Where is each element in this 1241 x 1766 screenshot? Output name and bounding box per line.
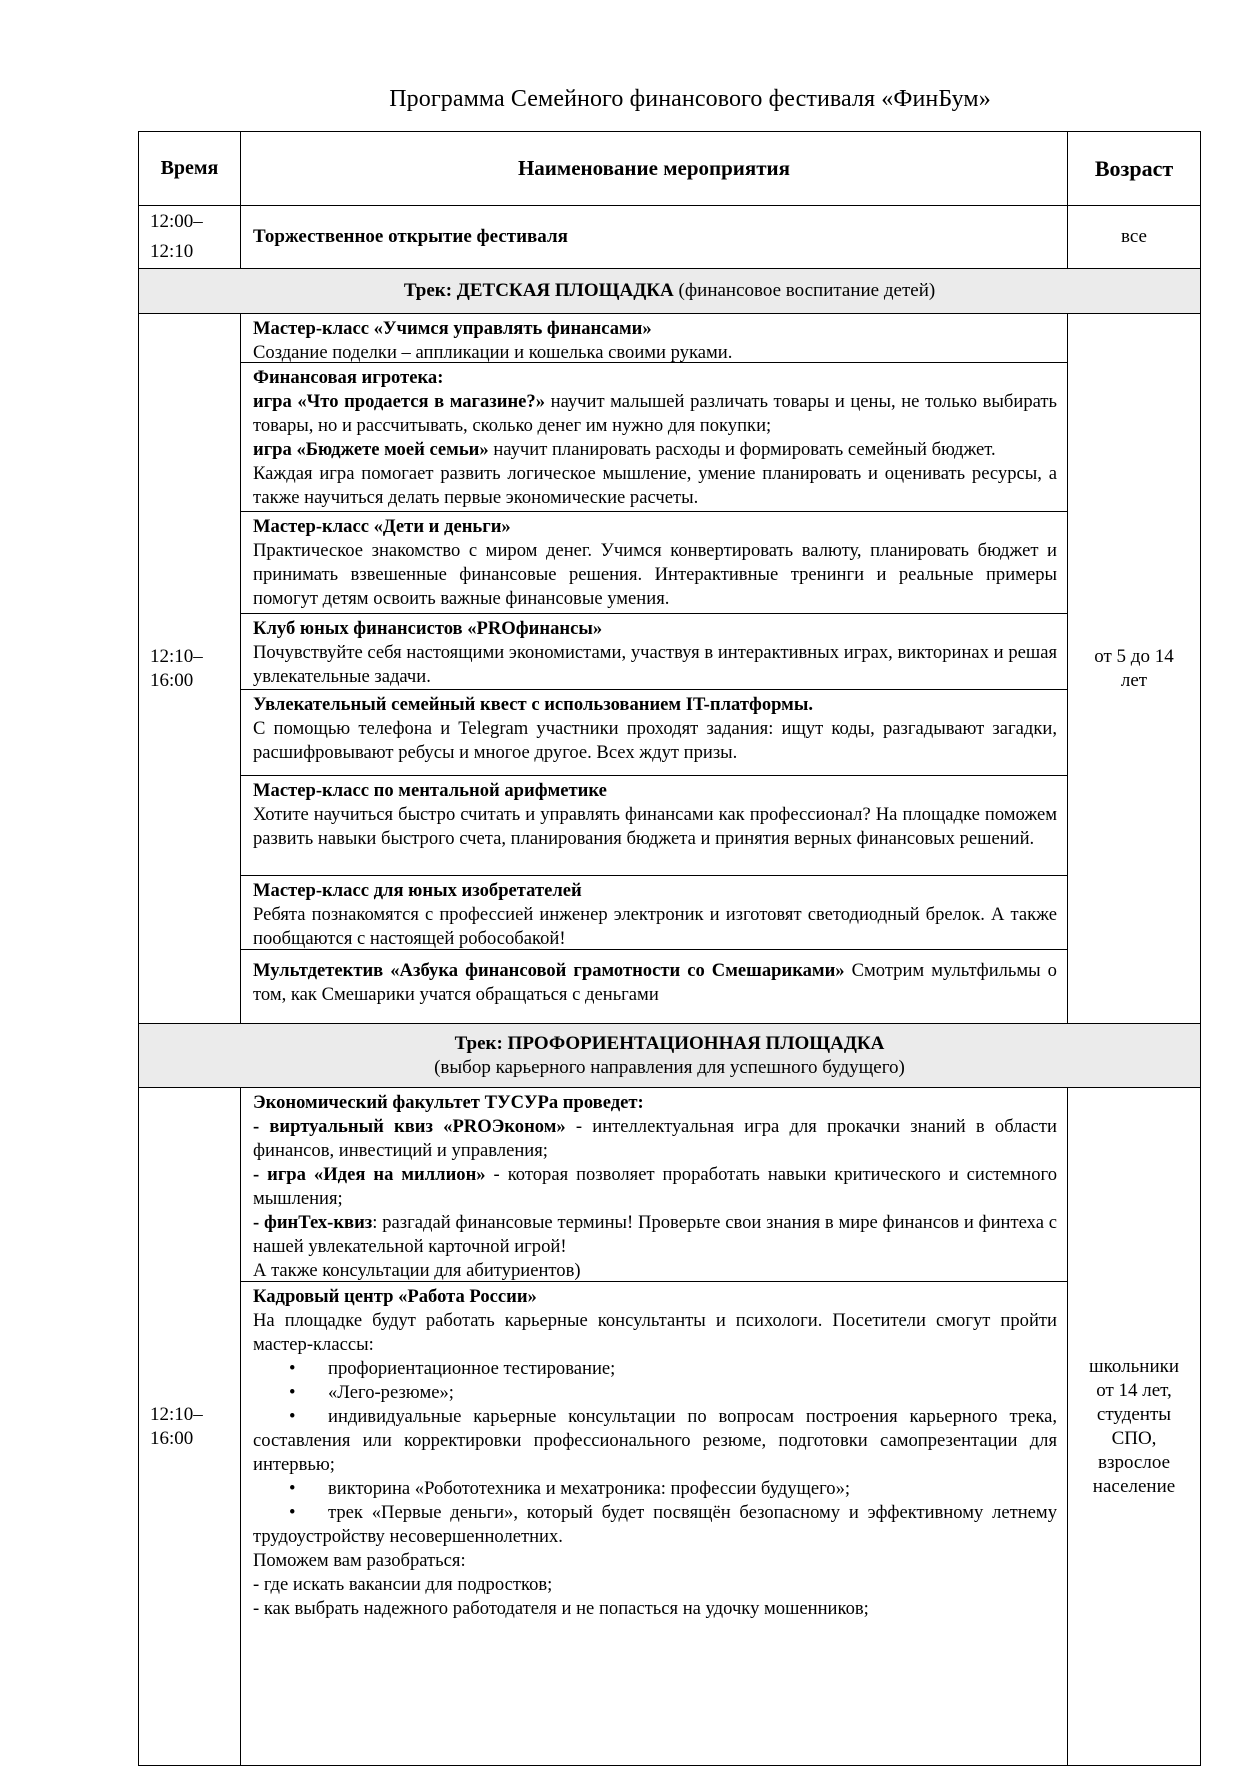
event-title: Клуб юных финансистов «PROфинансы» [253,618,603,639]
age-line: от 14 лет, [1096,1379,1172,1401]
item-title: - игра «Идея на миллион» [253,1164,486,1185]
age-line: СПО, [1111,1427,1157,1449]
table-header-row [139,132,1201,206]
bullet-item [253,1502,1057,1547]
time-start: 12:10– [150,1403,203,1425]
track2-time [139,1088,241,1766]
event-text: Ребята познакомятся с профессией инженер электроник и изготовят светодиодный брелок. А также пообщаются с настоящей робособакой! [253,904,1057,949]
time-end: 16:00 [150,1427,194,1449]
event-title: Финансовая игротека: [253,367,444,388]
event-item [241,876,1067,950]
event-text: - как выбрать надежного работодателя и не попасться на удочку мошенников; [253,1598,869,1619]
track2-events [241,1088,1068,1766]
time-end: 16:00 [150,669,194,691]
header-time: Время [139,132,241,206]
item-text: - интеллектуальная игра для прокачки знаний в области финансов, инвестиций и управления; [253,1116,1057,1161]
bullet-item [253,1358,615,1379]
event-title: Мастер-класс для юных изобретателей [253,880,582,901]
opening-row [139,206,1201,269]
event-text: Практическое знакомство с миром денег. Учимся конвертировать валюту, планировать бюджет и принимать взвешенные финансовые решения. Интерактивные тренинги и реальные примеры помогут детям освоить важные финансовые умения. [253,540,1057,609]
bullet-text: трек «Первые деньги», который будет посвящён безопасному и эффективному летнему трудоустройству несовершеннолетних. [253,1502,1057,1547]
header-event: Наименование мероприятия [241,132,1068,206]
event-text: Хотите научиться быстро считать и управлять финансами как профессионал? На площадке поможем развить навыки быстрого счета, планирования бюджета и принятия верных финансовых решений. [253,804,1057,849]
track2-header-row [139,1024,1201,1088]
event-title: Экономический факультет ТУСУРа проведет: [253,1092,644,1113]
game-title: игра «Что продается в магазине?» [253,391,546,412]
item-title: - финТех-квиз [253,1212,373,1233]
event-item [241,512,1067,614]
track1-label [139,269,1201,314]
event-title: Мастер-класс «Учимся управлять финансами» [253,318,652,339]
track1-header-row [139,269,1201,314]
track2-age [1068,1088,1201,1766]
item-title: - виртуальный квиз «PROЭконом» [253,1116,566,1137]
track1-age [1068,314,1201,1024]
track2-label-sub: (выбор карьерного направления для успешного будущего) [434,1056,905,1078]
opening-event: Торжественное открытие фестиваля [241,206,1068,269]
item-text: - которая позволяет проработать навыки критического и системного мышления; [253,1164,1057,1209]
event-text: С помощью телефона и Telegram участники проходят задания: ищут коды, разгадывают загадки, расшифровывают ребусы и многое другое. Всех ждут призы. [253,718,1057,763]
track1-row [139,314,1201,1024]
bullet-text: профориентационное тестирование; [328,1358,616,1379]
event-title: Кадровый центр «Работа России» [253,1286,537,1307]
event-text: Создание поделки – аппликации и кошелька своими руками. [253,342,733,363]
track2-label [139,1024,1201,1088]
track2-row [139,1088,1201,1766]
bullet-item [253,1382,454,1403]
track1-time [139,314,241,1024]
bullet-text: индивидуальные карьерные консультации по вопросам построения карьерного трека, составления или корректировки профессионального резюме, подготовки самопрезентации для интервью; [253,1406,1057,1475]
track1-events [241,314,1068,1024]
track1-label-rest: (финансовое воспитание детей) [673,280,936,301]
event-text: - где искать вакансии для подростков; [253,1574,553,1595]
bullet-text: викторина «Робототехника и мехатроника: профессии будущего»; [328,1478,851,1499]
track1-label-bold: Трек: ДЕТСКАЯ ПЛОЩАДКА [403,280,674,301]
event-title: Мастер-класс «Дети и деньги» [253,516,511,537]
age-line: от 5 до 14 [1094,645,1174,667]
bullet-item [253,1406,1057,1475]
event-item [241,614,1067,690]
event-item [241,363,1067,512]
age-line: взрослое [1097,1451,1171,1473]
opening-age: все [1068,206,1201,269]
bullet-text: «Лего-резюме»; [328,1382,454,1403]
event-text: Поможем вам разобраться: [253,1550,466,1571]
event-text: На площадке будут работать карьерные консультанты и психологи. Посетители смогут пройти мастер-классы: [253,1310,1057,1355]
age-line: школьники [1088,1355,1180,1377]
event-title: Мультдетектив «Азбука финансовой грамотности со Смешариками» [253,960,845,981]
bullet-item [253,1478,850,1499]
header-age: Возраст [1068,132,1201,206]
time-start: 12:00– [150,211,203,232]
game-text: научит малышей различать товары и цены, не только выбирать товары, но и рассчитывать, сколько денег им нужно для покупки; [253,391,1058,436]
age-line: студенты [1096,1403,1172,1425]
event-text: Каждая игра помогает развить логическое мышление, умение планировать и оценивать ресурсы, а также научиться делать первые экономические расчеты. [253,463,1057,508]
item-text: : разгадай финансовые термины! Проверьте свои знания в мире финансов и финтеха с нашей увлекательной карточной игрой! [253,1212,1057,1257]
event-text: Почувствуйте себя настоящими экономистами, участвуя в интерактивных играх, викторинах и решая увлекательные задачи. [253,642,1057,687]
age-line: население [1092,1475,1176,1497]
event-item [241,1088,1067,1282]
opening-time [139,206,241,269]
event-item [241,690,1067,776]
program-table [138,131,1201,1766]
event-text: Смотрим мультфильмы о том, как Смешарики учатся обращаться с деньгами [253,960,1057,1005]
age-line: лет [1120,669,1148,691]
event-item [241,314,1067,363]
event-item [241,950,1067,1023]
game-title: игра «Бюджете моей семьи» [253,439,489,460]
time-end: 12:10 [150,241,194,262]
track2-label-bold: Трек: ПРОФОРИЕНТАЦИОННАЯ ПЛОЩАДКА [454,1032,885,1054]
time-start: 12:10– [150,645,203,667]
page-title: Программа Семейного финансового фестиваля «ФинБум» [389,86,991,112]
event-title: Увлекательный семейный квест с использованием IT-платформы. [253,694,814,715]
event-title: Мастер-класс по ментальной арифметике [253,780,607,801]
game-text: научит планировать расходы и формировать семейный бюджет. [488,439,996,460]
event-text: А также консультации для абитуриентов) [253,1260,581,1281]
event-item [241,776,1067,876]
event-item [241,1282,1067,1765]
